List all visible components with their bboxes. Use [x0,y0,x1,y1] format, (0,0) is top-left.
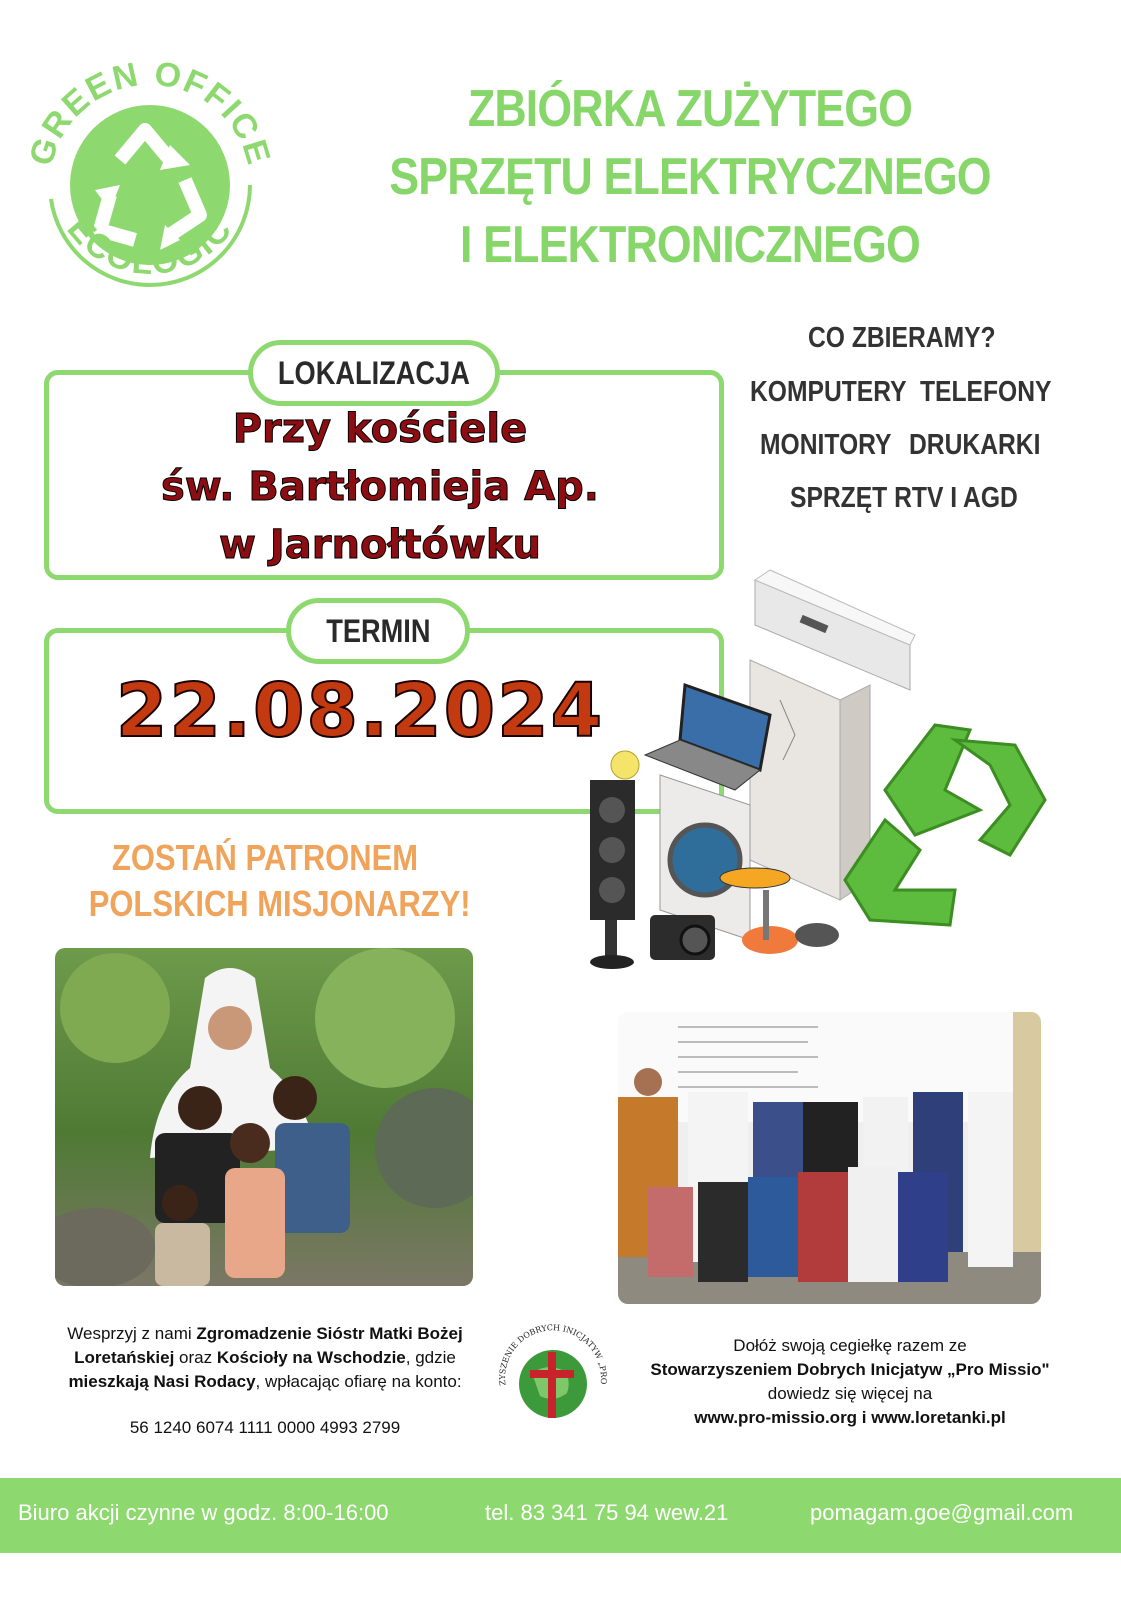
electronics-illustration [585,560,1055,980]
collect-item: KOMPUTERY [750,376,907,408]
camera-icon [650,915,715,960]
recycle-arrows-icon [845,725,1045,925]
collect-item: SPRZĘT RTV I AGD [790,482,1018,514]
pro-missio-logo [492,1318,614,1440]
photo-nun-with-children [55,948,473,1286]
term-label [286,598,470,664]
phone-number[interactable]: tel. 83 341 75 94 wew.21 [485,1500,729,1525]
title-line-1: ZBIÓRKA ZUŻYTEGO [467,80,913,138]
bank-account: 56 1240 6074 1111 0000 4993 2799 [129,1418,401,1437]
support-left-line1-bold: Zgromadzenie Sióstr Matki Bożej [196,1324,463,1343]
collect-item: MONITORY [760,429,892,461]
light-bulb-icon [611,751,639,779]
support-right-line-1: Dołóż swoją cegiełkę razem ze [733,1336,967,1355]
support-left-line2-mid: oraz [174,1348,217,1367]
patron-line-2: POLSKICH MISJONARZY! [88,883,471,924]
location-line-2: św. Bartłomieja Ap. [161,464,599,510]
location-label-text: LOKALIZACJA [278,355,470,391]
photo-group-mission [618,1012,1041,1304]
support-right-line-3: dowiedz się więcej na [767,1384,933,1403]
recycle-icon [20,55,280,315]
collect-item: DRUKARKI [909,429,1041,461]
support-left-line2-bold: Loretańskiej [74,1348,175,1367]
footer-bar [0,1478,1121,1553]
collect-heading: CO ZBIERAMY? [808,322,996,354]
support-left-line3-end: , wpłacając ofiarę na konto: [255,1372,462,1391]
support-left-line2-end: , gdzie [405,1348,456,1367]
game-controller-icon [795,923,839,947]
air-conditioner-icon [755,570,915,690]
patron-heading [60,835,470,927]
location-line-3: w Jarnołtówku [219,522,541,568]
fridge-icon [750,660,870,900]
support-right-line-2: Stowarzyszeniem Dobrych Inicjatyw „Pro Missio" [650,1360,1050,1379]
location-label [248,340,500,406]
collect-item: TELEFONY [920,376,1052,408]
office-hours: Biuro akcji czynne w godz. 8:00-16:00 [18,1500,389,1525]
page-title [380,75,999,279]
svg-text:STOWARZYSZENIE DOBRYCH INICJAT: ZYSZENIE DOBRYCH INICJATYW „PRO [497,1323,609,1386]
location-text [60,400,700,574]
green-office-logo [20,55,280,315]
term-label-text: TERMIN [325,613,431,649]
location-line-1: Przy kościele [232,406,528,452]
patron-line-1: ZOSTAŃ PATRONEM [111,837,419,878]
speaker-icon [590,780,635,969]
support-left-line2-bold2: Kościoły na Wschodzie [216,1348,406,1367]
pro-missio-seal [492,1318,614,1440]
term-date: 22.08.2024 [115,668,605,754]
support-right [625,1334,1075,1430]
title-line-3: I ELEKTRONICZNEGO [460,216,920,274]
support-left-line1-plain: Wesprzyj z nami [67,1324,197,1343]
support-right-links[interactable]: www.pro-missio.org i www.loretanki.pl [694,1408,1006,1427]
svg-text:ECOLOGIC: ECOLOGIC [59,209,241,283]
svg-text:GREEN OFFICE: GREEN OFFICE [21,55,278,171]
title-line-2: SPRZĘTU ELEKTRYCZNEGO [389,148,991,206]
support-left [40,1322,490,1440]
support-left-line3-bold: mieszkają Nasi Rodacy [68,1372,256,1391]
email-link[interactable]: pomagam.goe@gmail.com [810,1500,1074,1525]
